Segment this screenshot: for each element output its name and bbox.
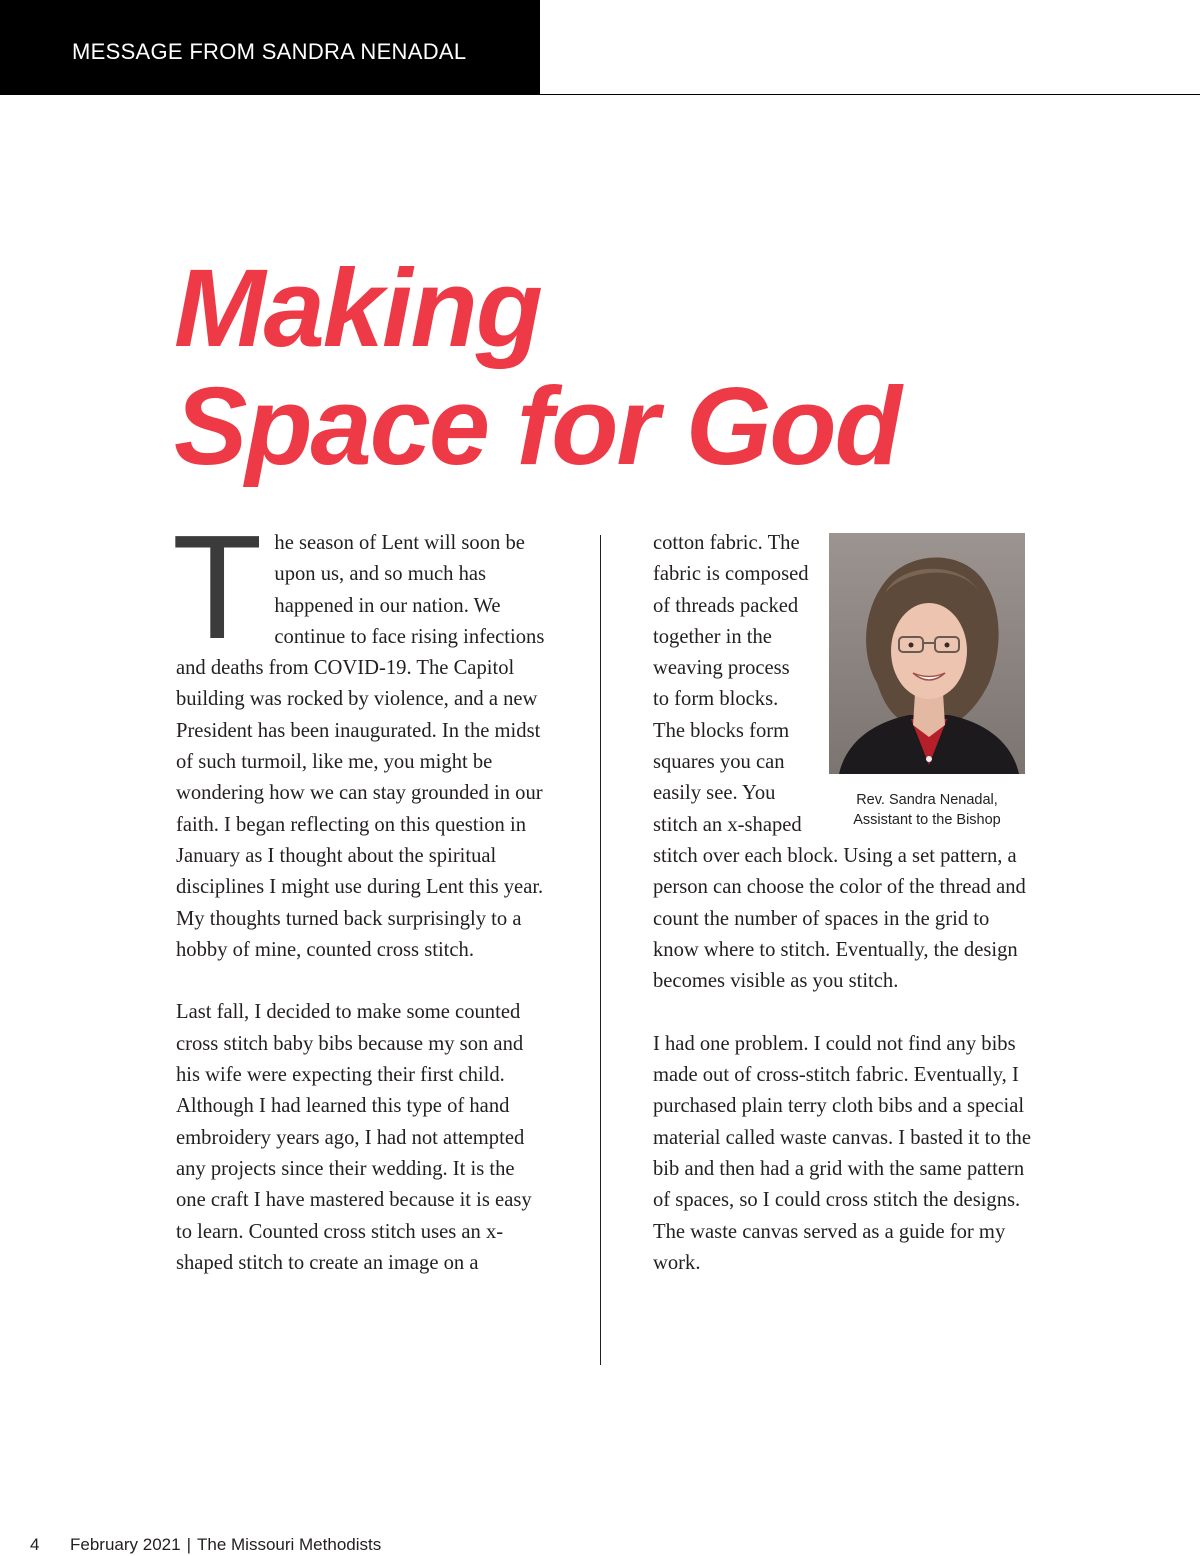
photo-caption <box>829 790 1025 830</box>
title-line-2: Space for God <box>174 365 900 488</box>
footer-separator: | <box>186 1535 191 1554</box>
author-photo-figure <box>829 533 1025 830</box>
publication-name: The Missouri Methodists <box>197 1535 382 1554</box>
paragraph-1 <box>172 505 548 966</box>
article-title <box>174 247 900 488</box>
column-divider <box>600 535 601 1365</box>
author-photo <box>829 533 1025 774</box>
header-rule <box>540 94 1200 95</box>
drop-cap: T <box>172 505 263 670</box>
article-column-right <box>653 528 1033 1279</box>
paragraph-1-text: he season of Lent will soon be upon us, and so much has happened in our nation. We continue to face rising infections and deaths from COVID-19. The Capitol building was rocked by violence, and a new President has been inaugurated. In the midst of such turmoil, like me, you might be wondering how we can stay grounded in our faith. I began reflecting on this question in January as I thought about the spiritual disciplines I might use during Lent this year. My thoughts turned back surprisingly to a hobby of mine, counted cross stitch. <box>176 532 545 961</box>
caption-line-1: Rev. Sandra Nenadal, <box>856 792 998 808</box>
section-header-bar <box>0 0 540 95</box>
title-line-1: Making <box>174 247 541 370</box>
page-number: 4 <box>30 1535 40 1554</box>
caption-line-2: Assistant to the Bishop <box>853 812 1001 828</box>
paragraph-4: I had one problem. I could not find any bibs made out of cross-stitch fabric. Eventually, I purchased plain terry cloth bibs and a special material called waste canvas. I basted it to the bib and then had a grid with the same pattern of spaces, so I could cross stitch the designs. The waste canvas served as a guide for my work. <box>653 1032 1031 1274</box>
issue-date: February 2021 <box>70 1535 181 1554</box>
section-label: MESSAGE FROM SANDRA NENADAL <box>72 39 467 64</box>
paragraph-3: cotton fabric. The fabric is composed of threads packed together in the weaving process to form blocks. The blocks form squares you can easily see. You stitch an x-shaped stitch over each block. Using a set pattern, a person can choose the color of the thread and count the number of spaces in the grid to know where to stitch. Eventually, the design becomes visible as you stitch. <box>653 532 1026 993</box>
article-column-left <box>172 505 548 1279</box>
paragraph-2: Last fall, I decided to make some counted cross stitch baby bibs because my son and his wife were expecting their first child. Although I had learned this type of hand embroidery years ago, I had not attempted any projects since their wedding. It is the one craft I have mastered because it is easy to learn. Counted cross stitch uses an x-shaped stitch to create an image on a <box>176 1001 532 1274</box>
